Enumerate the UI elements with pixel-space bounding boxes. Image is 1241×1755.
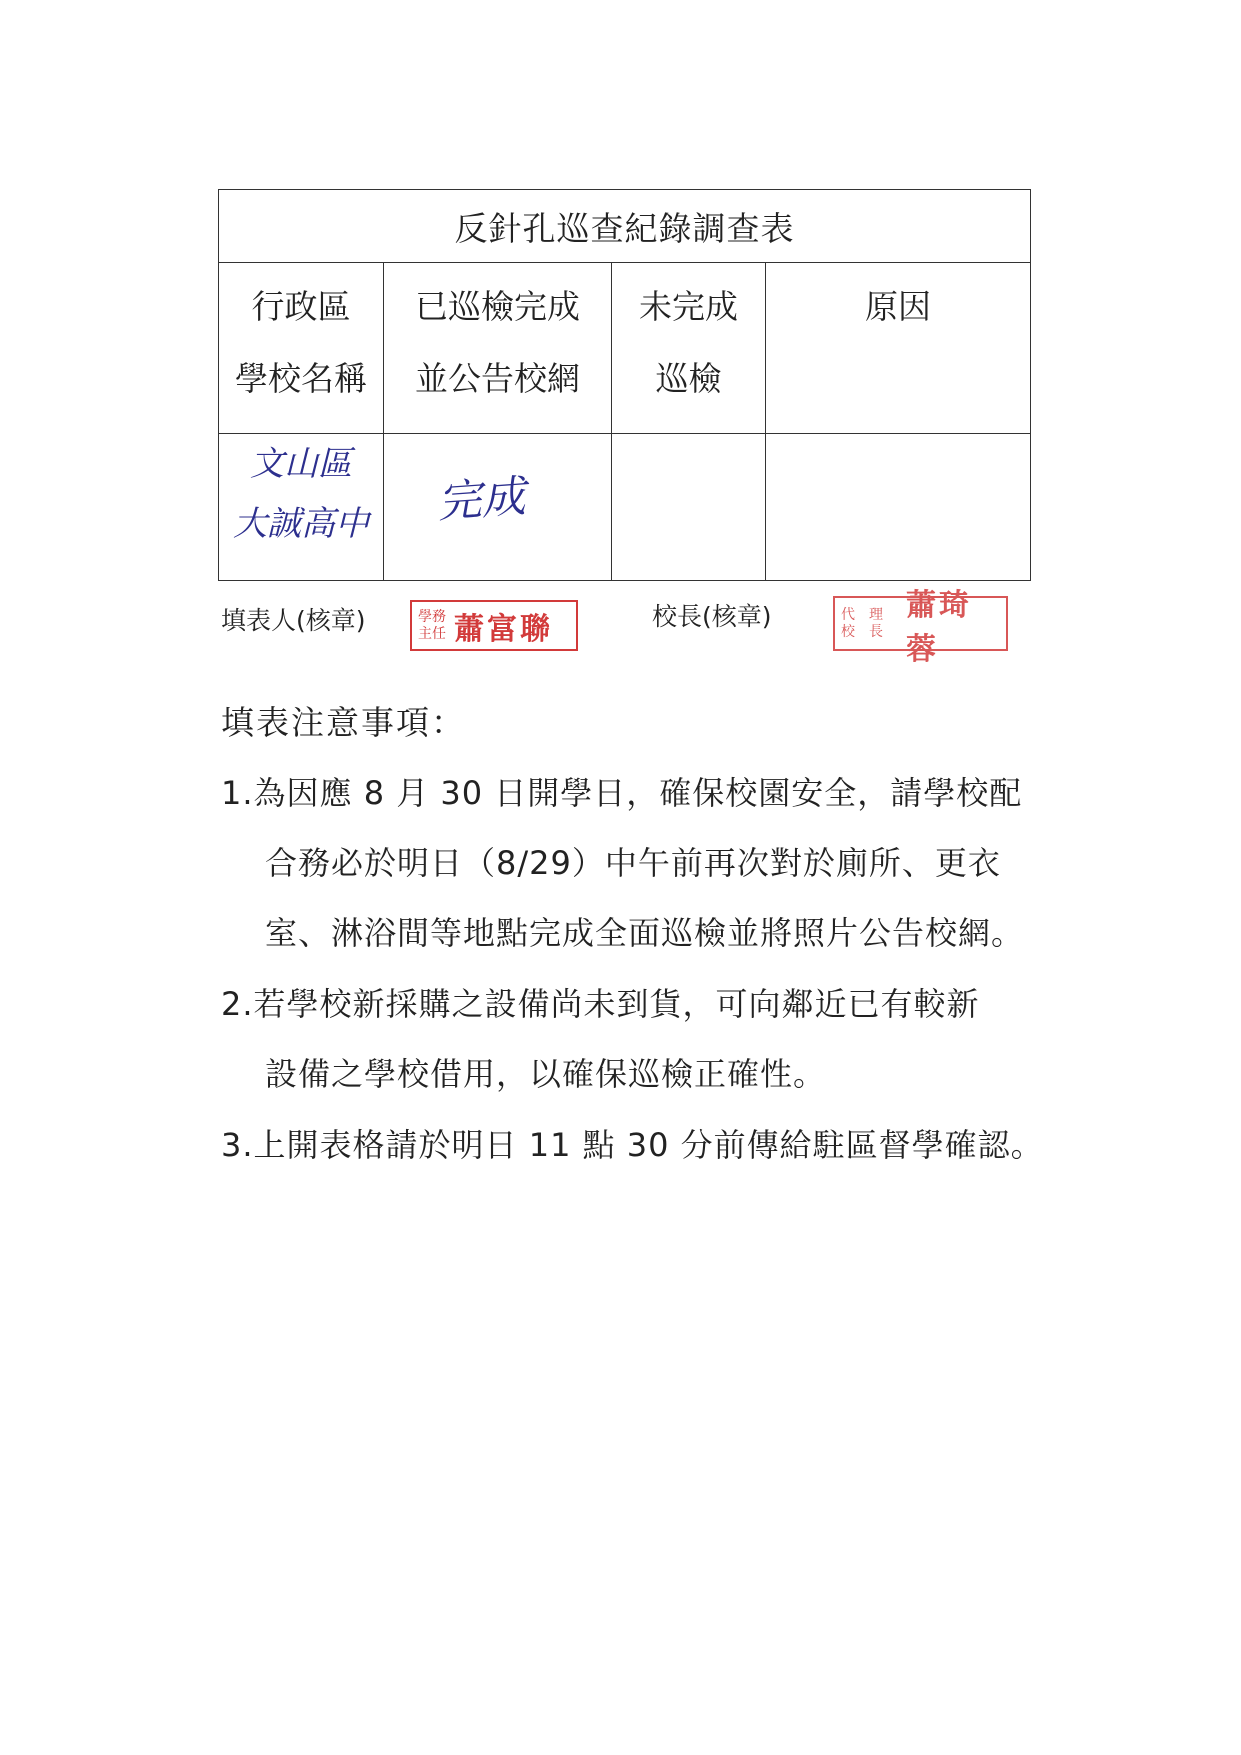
note-2-line-2: 設備之學校借用，以確保巡檢正確性。 [265,1055,827,1093]
filler-label: 填表人(核章) [221,606,366,635]
principal-seal-stamp [833,587,1008,667]
note-1-line-2: 合務必於明日（8/29）中午前再次對於廁所、更衣 [265,844,1001,882]
stamp-name: 蕭琦蓉 [905,587,972,667]
inspection-record-table [218,189,1031,581]
stamp-text: 學務 [418,608,446,625]
form-title: 反針孔巡查紀錄調查表 [219,190,1031,263]
note-1-line-3: 室、淋浴間等地點完成全面巡檢並將照片公告校網。 [265,914,1025,952]
principal-label: 校長(核章) [652,602,772,631]
notes-title: 填表注意事項： [221,703,466,742]
note-2-line-1: 2.若學校新採購之設備尚未到貨，可向鄰近已有較新 [221,985,980,1023]
stamp-text: 主任 [418,625,446,642]
note-1-line-1: 1.為因應 8 月 30 日開學日，確保校園安全，請學校配 [221,774,1023,812]
stamp-name: 蕭富聯 [454,611,553,647]
stamp-text: 長 [869,623,883,640]
header-reason: 原因 [766,263,1031,434]
header-text: 並公告校網 [415,359,580,398]
cell-completed [384,434,612,581]
header-text: 未完成 [639,287,738,326]
header-text: 已巡檢完成 [415,287,580,326]
note-3-line-1: 3.上開表格請於明日 11 點 30 分前傳給駐區督學確認。 [221,1126,1044,1164]
handwritten-district: 文山區 [250,444,352,484]
header-completed [384,263,612,434]
stamp-text: 代 [841,606,855,623]
header-text: 巡檢 [655,359,722,398]
cell-reason [766,434,1031,581]
cell-not-completed [612,434,766,581]
handwritten-completed: 完成 [435,471,528,529]
header-text: 行政區 [251,287,351,326]
filler-seal-stamp [410,600,578,651]
stamp-text: 校 [841,623,855,640]
header-not-completed [612,263,766,434]
cell-district-school [219,434,384,581]
header-district-school [219,263,384,434]
handwritten-school: 大誠高中 [233,504,369,544]
stamp-text: 理 [869,606,883,623]
header-text: 學校名稱 [235,359,367,398]
